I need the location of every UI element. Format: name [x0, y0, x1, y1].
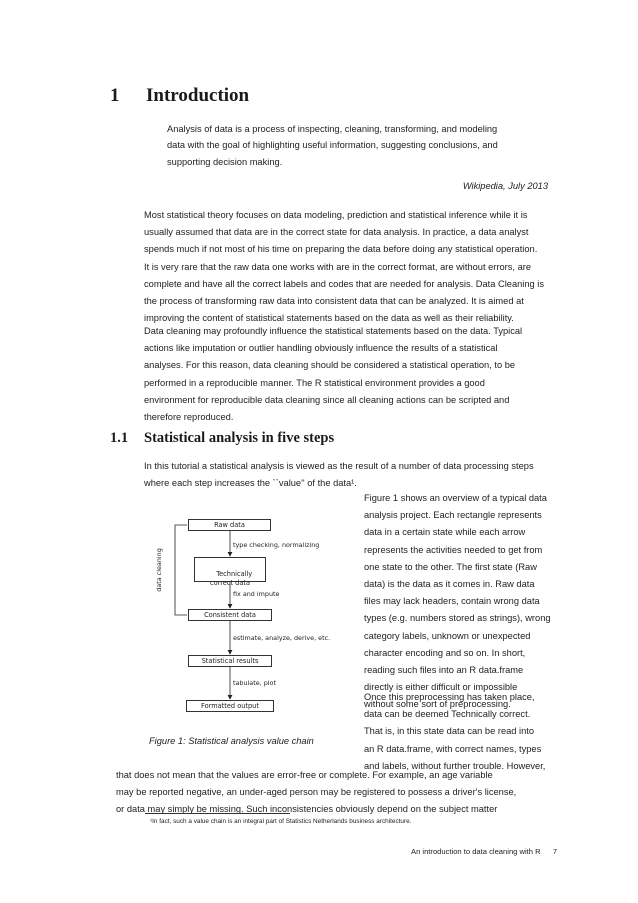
box-formatted-output: Formatted output	[186, 700, 274, 712]
section-heading	[110, 85, 249, 107]
text-line: an R data.frame, with correct names, types	[364, 743, 542, 754]
footer-text: An introduction to data cleaning with R	[411, 847, 541, 856]
text-line: and labels, without further trouble. However,	[364, 760, 546, 771]
paragraph	[144, 458, 534, 492]
text-line: In this tutorial a statistical analysis is viewed as the result of a number of data processing steps	[144, 461, 534, 471]
paragraph-right-column	[364, 490, 551, 714]
bracket	[175, 525, 187, 615]
text-line: may be reported negative, an under-aged person may be registered to possess a driver's license,	[116, 787, 517, 798]
text-line: data) is the data as it comes in. Raw data	[364, 579, 535, 590]
box-consistent-data: Consistent data	[188, 609, 272, 621]
text-line: represents the activities needed to get from	[364, 544, 543, 555]
text-line: character encoding and so on. In short,	[364, 647, 526, 658]
epigraph-line: supporting decision making.	[167, 156, 283, 167]
text-line: data in a certain state while each arrow	[364, 527, 526, 538]
epigraph-line: Analysis of data is a process of inspecting, cleaning, transforming, and modeling	[167, 124, 498, 134]
arrow-label: estimate, analyze, derive, etc.	[233, 634, 331, 642]
section-number: 1	[110, 85, 120, 106]
page-footer	[411, 847, 557, 856]
arrow-label: tabulate, plot	[233, 679, 276, 687]
paragraph	[144, 207, 544, 327]
arrow-label: type checking, normalizing	[233, 541, 320, 549]
text-line: complete and have all the correct labels and codes that are needed for analysis. Data Cleaning is	[144, 278, 545, 289]
epigraph-line: data with the goal of highlighting useful information, suggesting conclusions, and	[167, 140, 498, 151]
text-line: reading such files into an R data.frame	[364, 665, 524, 676]
text-line: directly is either difficult or impossible	[364, 682, 518, 693]
figure-caption: Figure 1: Statistical analysis value chain	[149, 736, 314, 746]
text-line: performed in a reproducible manner. The R statistical environment provides a good	[144, 377, 485, 388]
text-line: analyses. For this reason, data cleaning should be considered a statistical operation, to be	[144, 360, 516, 371]
section-title: Introduction	[146, 85, 250, 106]
paragraph	[116, 767, 516, 819]
text-line: without some sort of preprocessing.	[364, 699, 511, 710]
subsection-heading	[110, 430, 334, 447]
arrow-label: fix and impute	[233, 590, 280, 598]
subsection-title: Statistical analysis in five steps	[144, 430, 335, 446]
box-label: Technically correct data	[209, 570, 253, 587]
text-line: or data may simply be missing. Such inconsistencies obviously depend on the subject matter	[116, 804, 498, 815]
page-number: 7	[552, 847, 558, 856]
box-raw-data: Raw data	[188, 519, 271, 531]
text-line: environment for reproducible data cleaning since all cleaning actions can be scripted and	[144, 394, 510, 405]
text-line: It is very rare that the raw data one works with are in the correct format, are without errors, are	[144, 261, 532, 272]
box-technically-correct-data	[194, 557, 266, 587]
text-line: Most statistical theory focuses on data modeling, prediction and statistical inference while it is	[144, 210, 528, 220]
epigraph	[167, 121, 498, 170]
side-label-data-cleaning: data cleaning	[154, 548, 163, 592]
text-line: improving the content of statistical statements based on the data as well as their reliability.	[144, 313, 514, 324]
box-statistical-results: Statistical results	[188, 655, 272, 667]
text-line: where each step increases the ``value'' of the data¹.	[144, 478, 357, 489]
text-line: that does not mean that the values are error-free or complete. For example, an age variable	[116, 770, 493, 780]
text-line: the process of transforming raw data into consistent data that can be analyzed. It is aimed at	[144, 296, 524, 307]
text-line: one state to the other. The first state (Raw	[364, 561, 537, 572]
text-line: That is, in this state data can be read into	[364, 726, 535, 737]
footnote-rule	[145, 813, 290, 814]
text-line: usually assumed that data are in the correct state for data analysis. In practice, a data analyst	[144, 227, 529, 238]
text-line: spends much if not most of his time on preparing the data before doing any statistical operation.	[144, 244, 538, 255]
text-line: data can be deemed Technically correct.	[364, 709, 531, 720]
text-line: actions like imputation or outlier handling obviously influence the results of a statistical	[144, 343, 498, 354]
footnote: ¹In fact, such a value chain is an integral part of Statistics Netherlands business architecture.	[150, 818, 412, 825]
paragraph	[144, 323, 522, 426]
text-line: Once this preprocessing has taken place,	[364, 692, 535, 702]
text-line: category labels, unknown or unexpected	[364, 630, 531, 641]
text-line: therefore reproduced.	[144, 412, 234, 423]
text-line: Figure 1 shows an overview of a typical data	[364, 493, 547, 503]
text-line: types (e.g. numbers stored as strings), wrong	[364, 613, 551, 624]
text-line: analysis project. Each rectangle represents	[364, 510, 542, 521]
text-line: files may lack headers, contain wrong data	[364, 596, 540, 607]
text-line: Data cleaning may profoundly influence the statistical statements based on the data. Typical	[144, 326, 523, 336]
paragraph-right-column	[364, 689, 545, 775]
epigraph-attribution: Wikipedia, July 2013	[462, 181, 548, 191]
subsection-number: 1.1	[110, 430, 129, 446]
